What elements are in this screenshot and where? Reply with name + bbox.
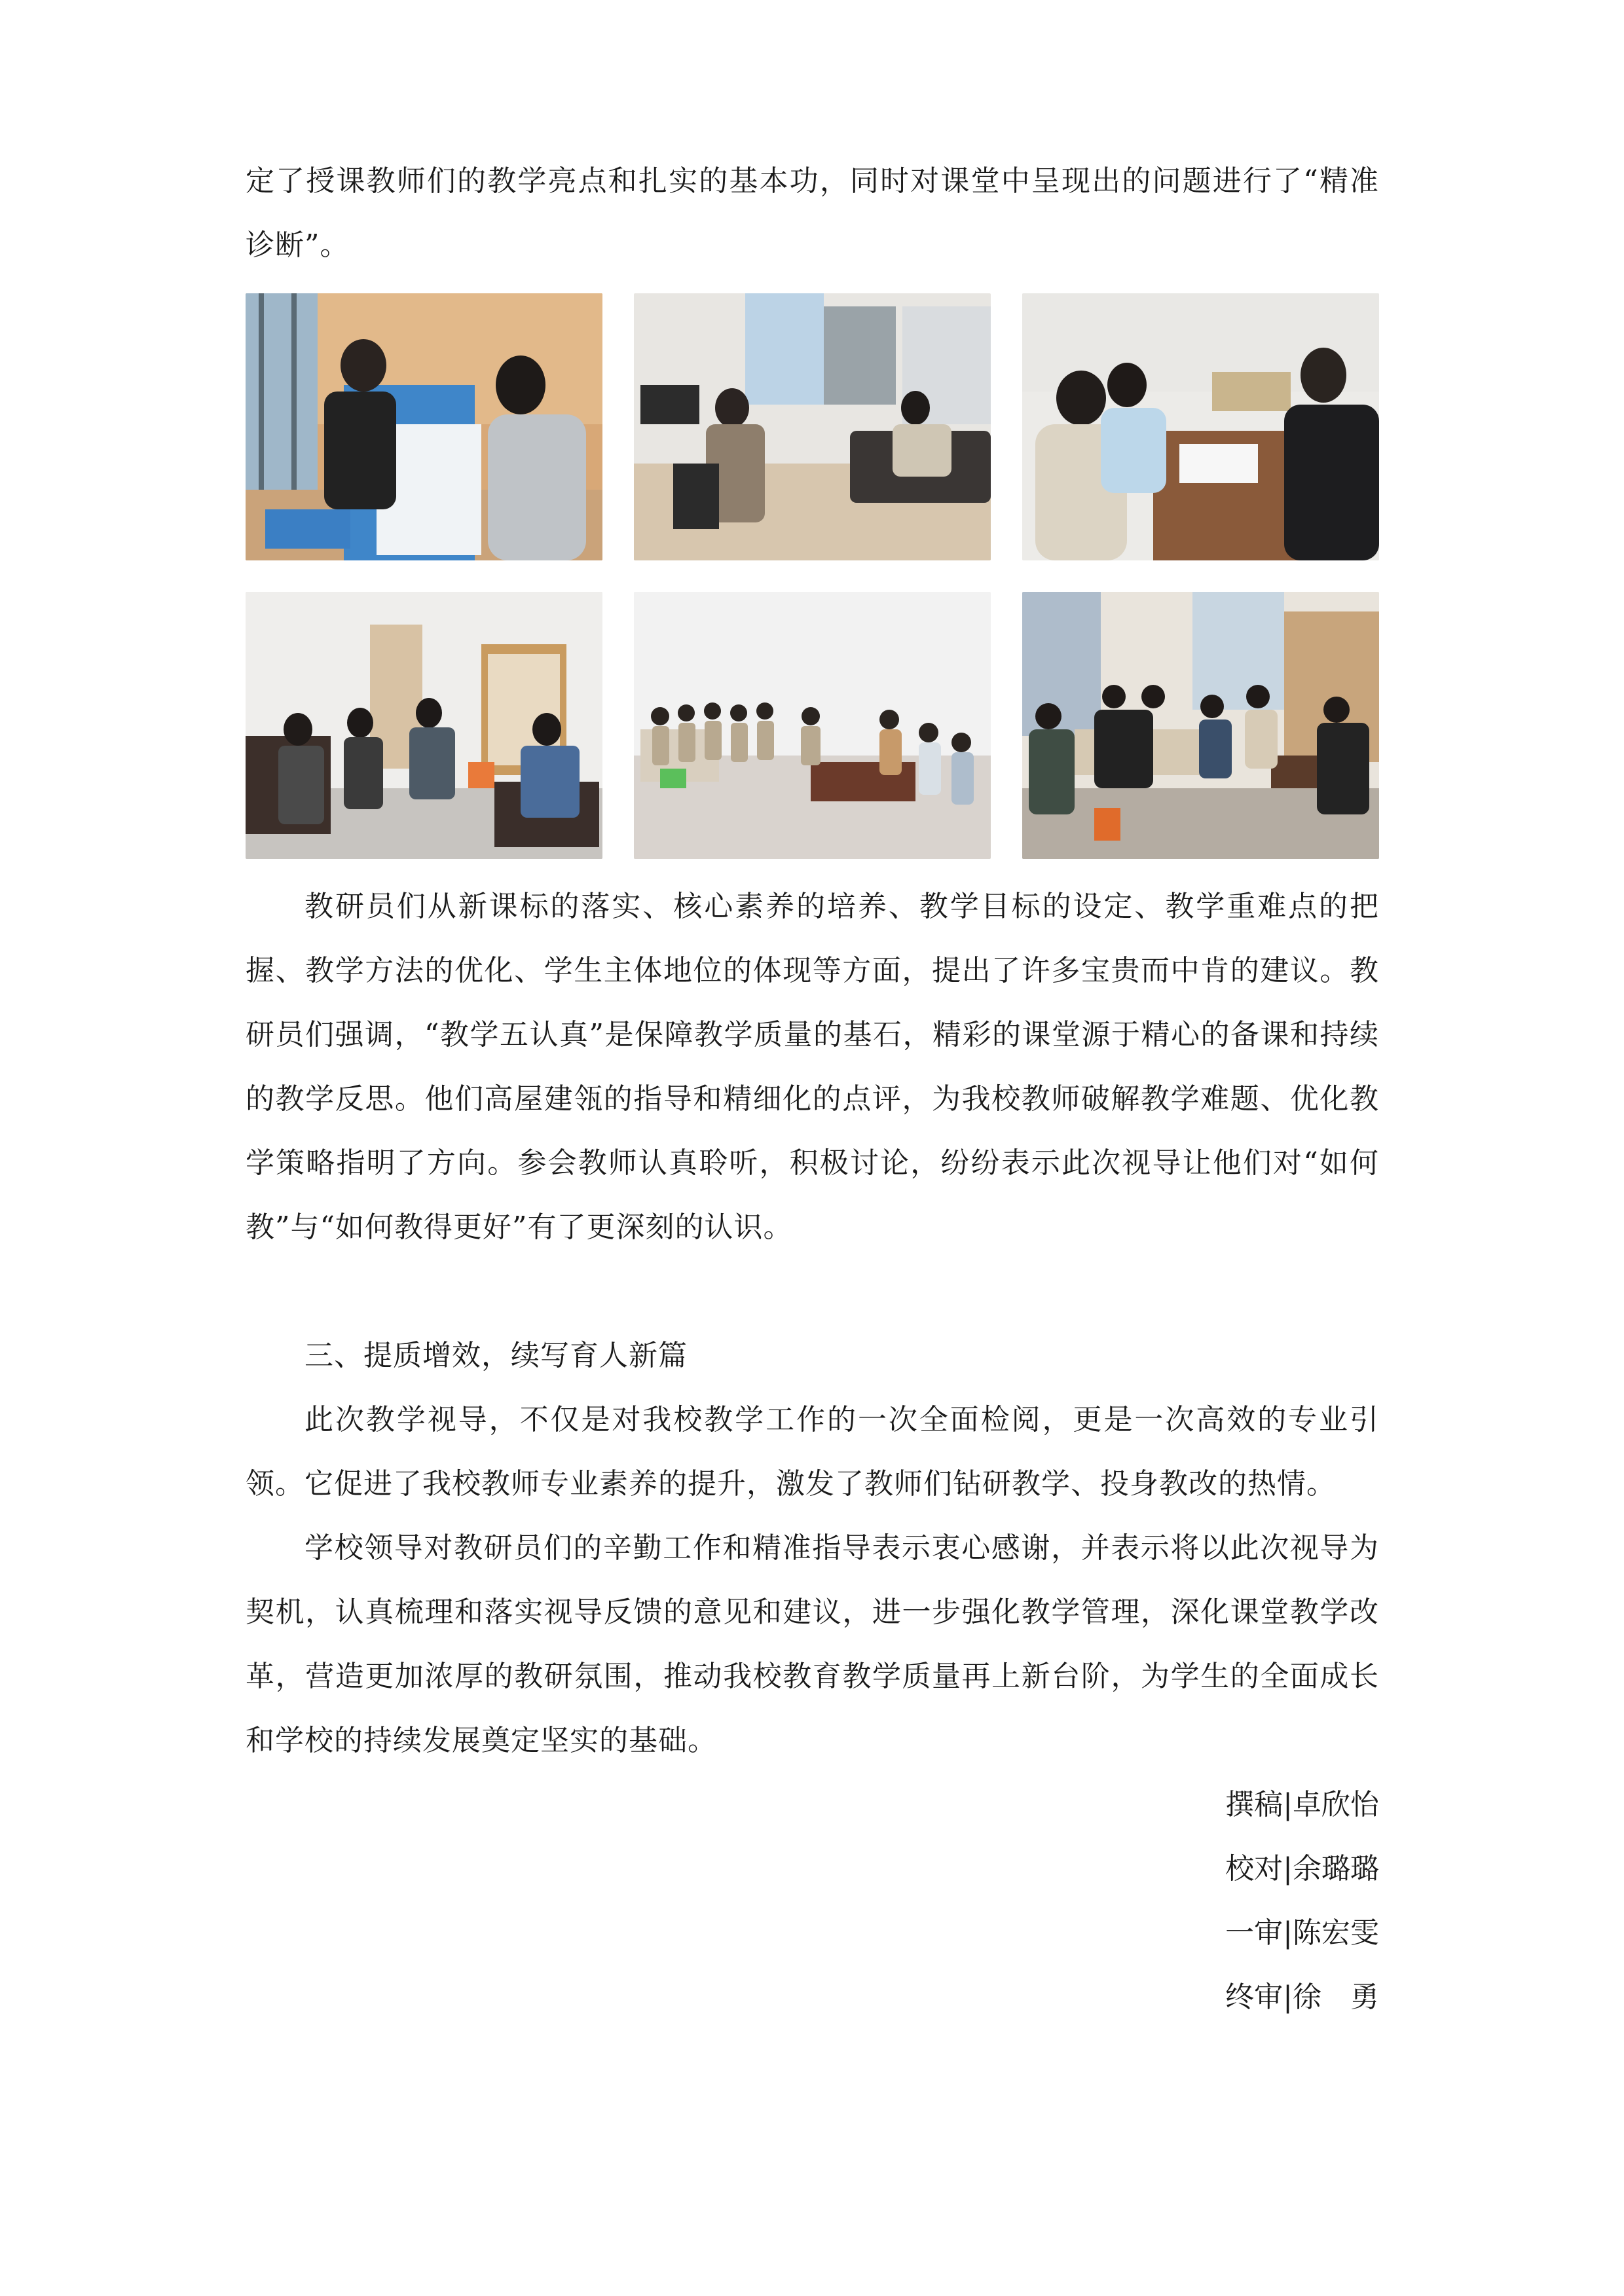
paragraph-top: 定了授课教师们的教学亮点和扎实的基本功，同时对课堂中呈现出的问题进行了“精准诊断”。: [246, 164, 1379, 262]
section-spacer: [246, 1260, 1379, 1324]
credit-final-review: 终审|徐 勇: [1225, 1980, 1379, 2014]
credits: [246, 1773, 1379, 2030]
paragraph-section-1: 此次教学视导，不仅是对我校教学工作的一次全面检阅，更是一次高效的专业引领。它促进了我校教师专业素养的提升，激发了教师们钻研教学、投身教改的热情。: [246, 1403, 1379, 1501]
credit-author: 撰稿|卓欣怡: [1225, 1788, 1379, 1821]
photo-grid: [246, 293, 1379, 859]
paragraph-section-2: 学校领导对教研员们的辛勤工作和精准指导表示衷心感谢，并表示将以此次视导为契机，认真梳理和落实视导反馈的意见和建议，进一步强化教学管理，深化课堂教学改革，营造更加浓厚的教研氛围，推动我校教育教学质量再上新台阶，为学生的全面成长和学校的持续发展奠定坚实的基础。: [246, 1531, 1379, 1757]
photo-meeting-6: [1022, 592, 1379, 859]
credit-proofreader: 校对|余璐璐: [1225, 1852, 1379, 1886]
photo-meeting-1: [246, 293, 602, 560]
paragraph-feedback: 教研员们从新课标的落实、核心素养的培养、教学目标的设定、教学重难点的把握、教学方法的优化、学生主体地位的体现等方面，提出了许多宝贵而中肯的建议。教研员们强调，“教学五认真”是保障教学质量的基石，精彩的课堂源于精心的备课和持续的教学反思。他们高屋建瓴的指导和精细化的点评，为我校教师破解教学难题、优化教学策略指明了方向。参会教师认真聆听，积极讨论，纷纷表示此次视导让他们对“如何教”与“如何教得更好”有了更深刻的认识。: [246, 890, 1379, 1244]
photo-meeting-5: [634, 592, 991, 859]
photo-meeting-3: [1022, 293, 1379, 560]
photo-meeting-4: [246, 592, 602, 859]
article-body: [246, 149, 1379, 2030]
photo-meeting-2: [634, 293, 991, 560]
credit-first-review: 一审|陈宏雯: [1225, 1916, 1379, 1950]
section-heading: 三、提质增效，续写育人新篇: [304, 1339, 688, 1372]
